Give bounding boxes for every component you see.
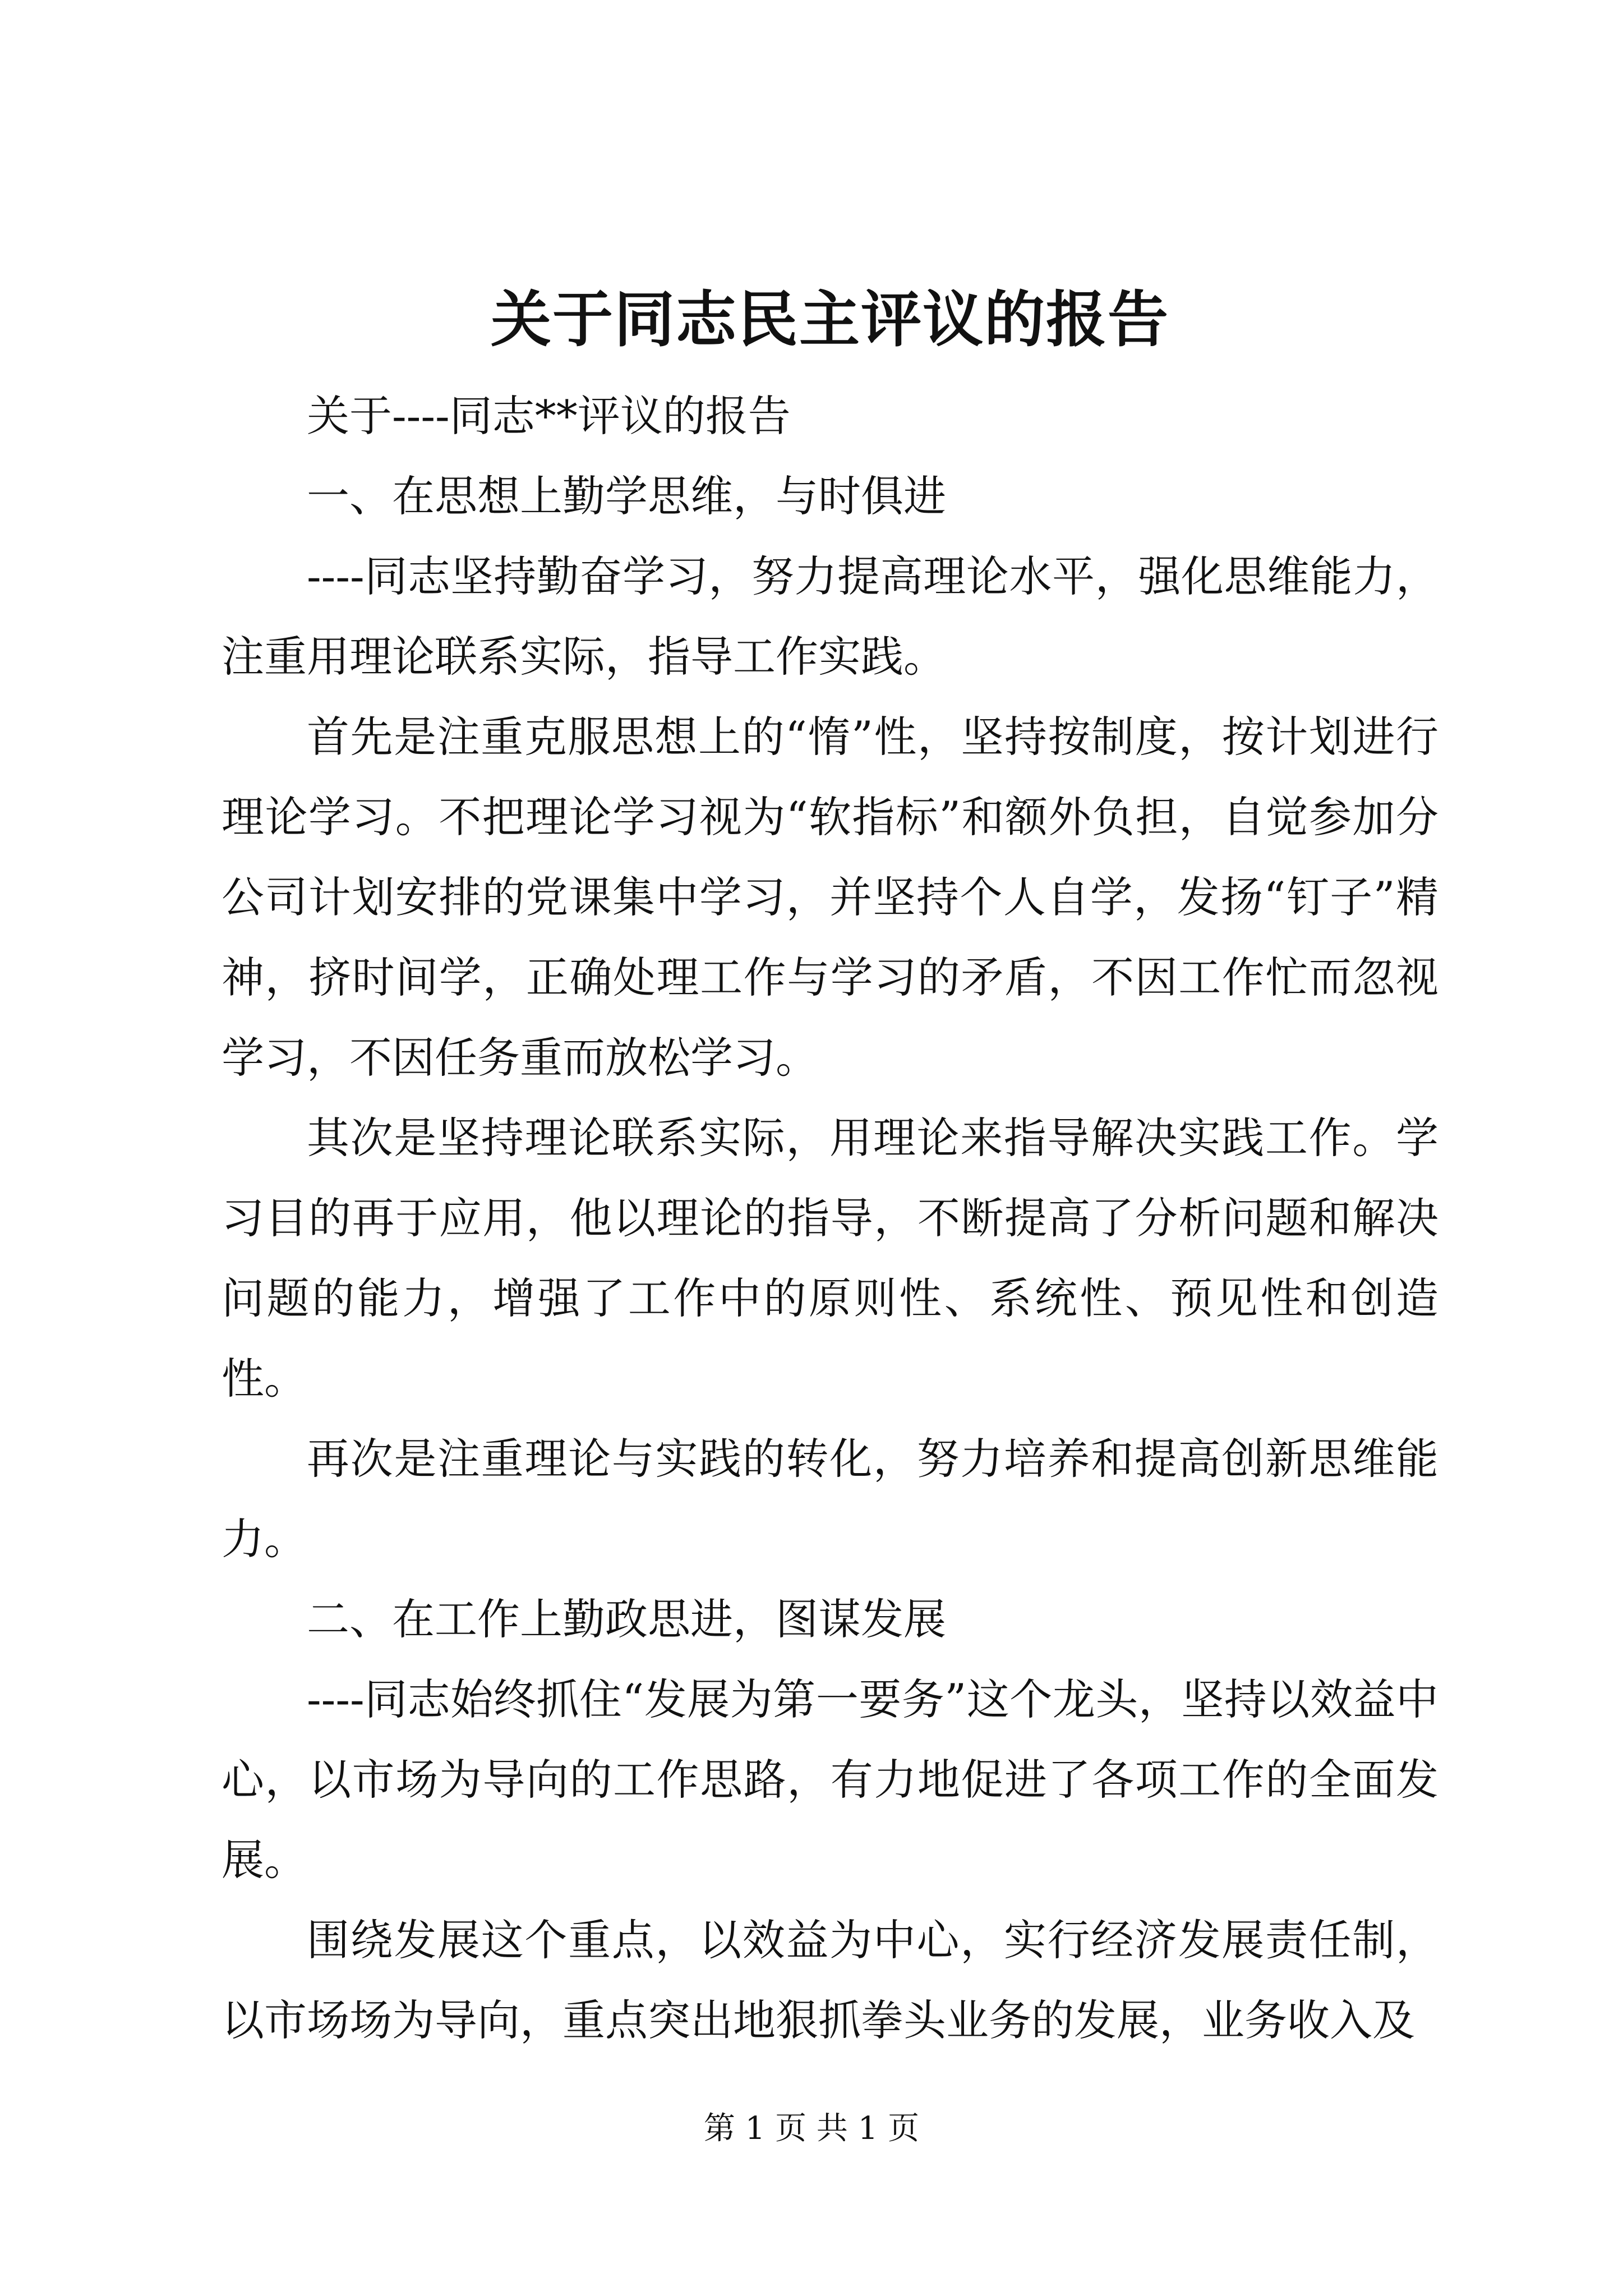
paragraph-third-point: 再次是注重理论与实践的转化，努力培养和提高创新思维能力。 [222, 1434, 1438, 1564]
paragraph-second-point: 其次是坚持理论联系实际，用理论来指导解决实践工作。学习目的再于应用，他以理论的指导，不断提高了分析问题和解决问题的能力，增强了工作中的原则性、系统性、预见性和创造性。 [222, 1113, 1438, 1404]
paragraph-section-two-heading: 二、在工作上勤政思进，图谋发展 [307, 1594, 946, 1644]
paragraph-first-point: 首先是注重克服思想上的“惰”性，坚持按制度，按计划进行理论学习。不把理论学习视为“软指标”和额外负担，自觉参加分公司计划安排的党课集中学习，并坚持个人自学，发扬“钉子”精神，挤时间学，正确处理工作与学习的矛盾，不因工作忙而忽视学习，不因任务重而放松学习。 [222, 712, 1438, 1083]
document-body [222, 264, 1438, 2060]
paragraph-section-one-heading: 一、在思想上勤学思维，与时俱进 [307, 471, 946, 521]
document-title: 关于同志民主评议的报告 [490, 284, 1169, 355]
paragraph-development-focus: 围绕发展这个重点，以效益为中心，实行经济发展责任制，以市场场为导向，重点突出地狠抓拳头业务的发展，业务收入及 [222, 1915, 1438, 2045]
paragraph-work-summary: ----同志始终抓住“发展为第一要务”这个龙头，坚持以效益中心，以市场为导向的工作思路，有力地促进了各项工作的全面发展。 [222, 1674, 1438, 1885]
paragraph-subtitle: 关于----同志**评议的报告 [307, 391, 791, 441]
paragraph-study-summary: ----同志坚持勤奋学习，努力提高理论水平，强化思维能力，注重用理论联系实际，指导工作实践。 [222, 551, 1438, 682]
page-number-footer: 第 1 页 共 1 页 [703, 2110, 920, 2147]
